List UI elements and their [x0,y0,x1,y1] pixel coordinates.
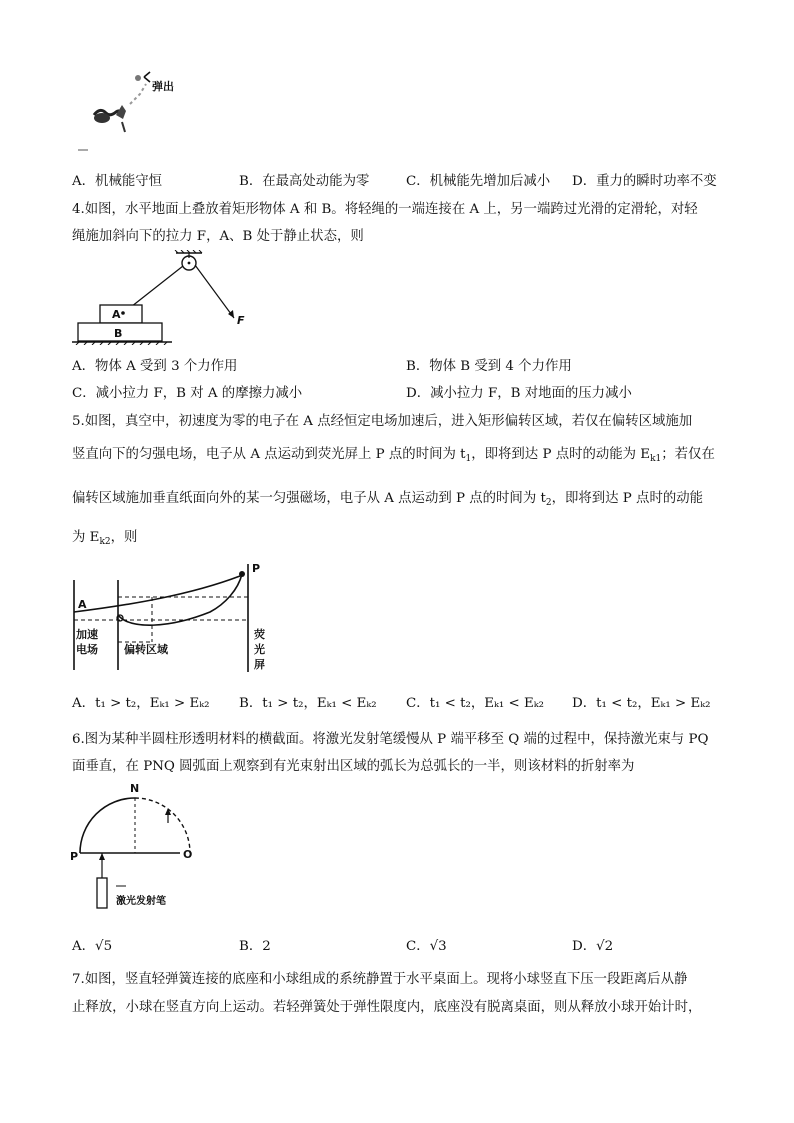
q5-label-p: P [252,562,261,575]
q5-stem-line-4: 为 $E_{k2}$，则 [72,530,138,547]
q6-option-c: C．√3 [406,939,447,954]
q6-figure [68,778,208,913]
q6-label-n: N [130,782,140,795]
q6-label-p: P [70,850,79,863]
q4-label-a: A [112,308,121,321]
q5-accel-line2: 电场 [76,643,98,656]
q5-option-a: A．t₁ > t₂，Eₖ₁ > Eₖ₂ [72,696,210,711]
q6-stem-line-1: 6.图为某种半圆柱形透明材料的横截面。将激光发射笔缓慢从 P 端平移至 Q 端的过程中，保持激光束与 PQ [72,732,709,747]
q5-label-a: A [78,598,87,611]
laser-pen [97,878,107,908]
q5-stem-line-1: 5.如图，真空中，初速度为零的电子在 A 点经恒定电场加速后，进入矩形偏转区域，若仅在偏转区域施加 [72,414,693,429]
q5-option-b: B．t₁ > t₂，Eₖ₁ < Eₖ₂ [239,696,377,711]
q3-option-a: A．机械能守恒 [72,174,163,189]
q5-option-c: C．t₁ < t₂，Eₖ₁ < Eₖ₂ [406,696,545,711]
q5-figure [70,560,280,680]
q3-option-b: B．在最高处动能为零 [239,174,370,189]
q6-label-o: O [183,848,193,861]
q3-figure [72,60,202,155]
q5-screen-3: 屏 [254,658,265,671]
q4-stem-line-2: 绳施加斜向下的拉力 F，A、B 处于静止状态，则 [72,229,364,244]
q3-figure-label: 弹出 [152,80,174,93]
q3-option-d: D．重力的瞬时功率不变 [572,174,717,189]
q4-option-a: A．物体 A 受到 3 个力作用 [72,359,238,374]
q4-label-b: B [114,327,123,340]
q6-stem-line-2: 面垂直，在 PNQ 圆弧面上观察到有光束射出区域的弧长为总弧长的一半，则该材料的折射率为 [72,759,635,774]
q5-screen-2: 光 [254,643,265,656]
q5-accel-line1: 加速 [76,628,98,641]
q5-deflect-label: 偏转区域 [124,643,168,656]
q4-option-d: D．减小拉力 F，B 对地面的压力减小 [406,386,632,401]
q4-option-b: B．物体 B 受到 4 个力作用 [406,359,572,374]
q5-stem-line-2: 竖直向下的匀强电场，电子从 A 点运动到荧光屏上 P 点的时间为 $t_1$，即将到达 P 点时的动能为 $E_{k1}$；若仅在 [72,447,715,464]
q7-stem-line-1: 7.如图，竖直轻弹簧连接的底座和小球组成的系统静置于水平桌面上。现将小球竖直下压一段距离后从静 [72,972,688,987]
q6-option-a: A．√5 [72,939,113,954]
q4-option-c: C．减小拉力 F，B 对 A 的摩擦力减小 [72,386,303,401]
q6-pen-label: 激光发射笔 [116,896,166,907]
q5-option-d: D．t₁ < t₂，Eₖ₁ > Eₖ₂ [572,696,711,711]
q5-screen-1: 荧 [254,628,265,641]
q4-stem-line-1: 4.如图，水平地面上叠放着矩形物体 A 和 B。将轻绳的一端连接在 A 上，另一端跨过光滑的定滑轮，对轻 [72,202,698,217]
q7-stem-line-2: 止释放，小球在竖直方向上运动。若轻弹簧处于弹性限度内，底座没有脱离桌面，则从释放小球开始计时， [72,1000,702,1015]
q5-stem-line-3: 偏转区域施加垂直纸面向外的某一匀强磁场，电子从 A 点运动到 P 点的时间为 $t_2$，即将到达 P 点时的动能 [72,491,704,508]
q4-figure [72,250,272,345]
block-a [100,305,142,323]
q4-label-f: F [237,314,245,327]
q6-option-d: D．√2 [572,939,614,954]
q3-option-c: C．机械能先增加后减小 [406,174,551,189]
q6-option-b: B．2 [239,939,271,954]
